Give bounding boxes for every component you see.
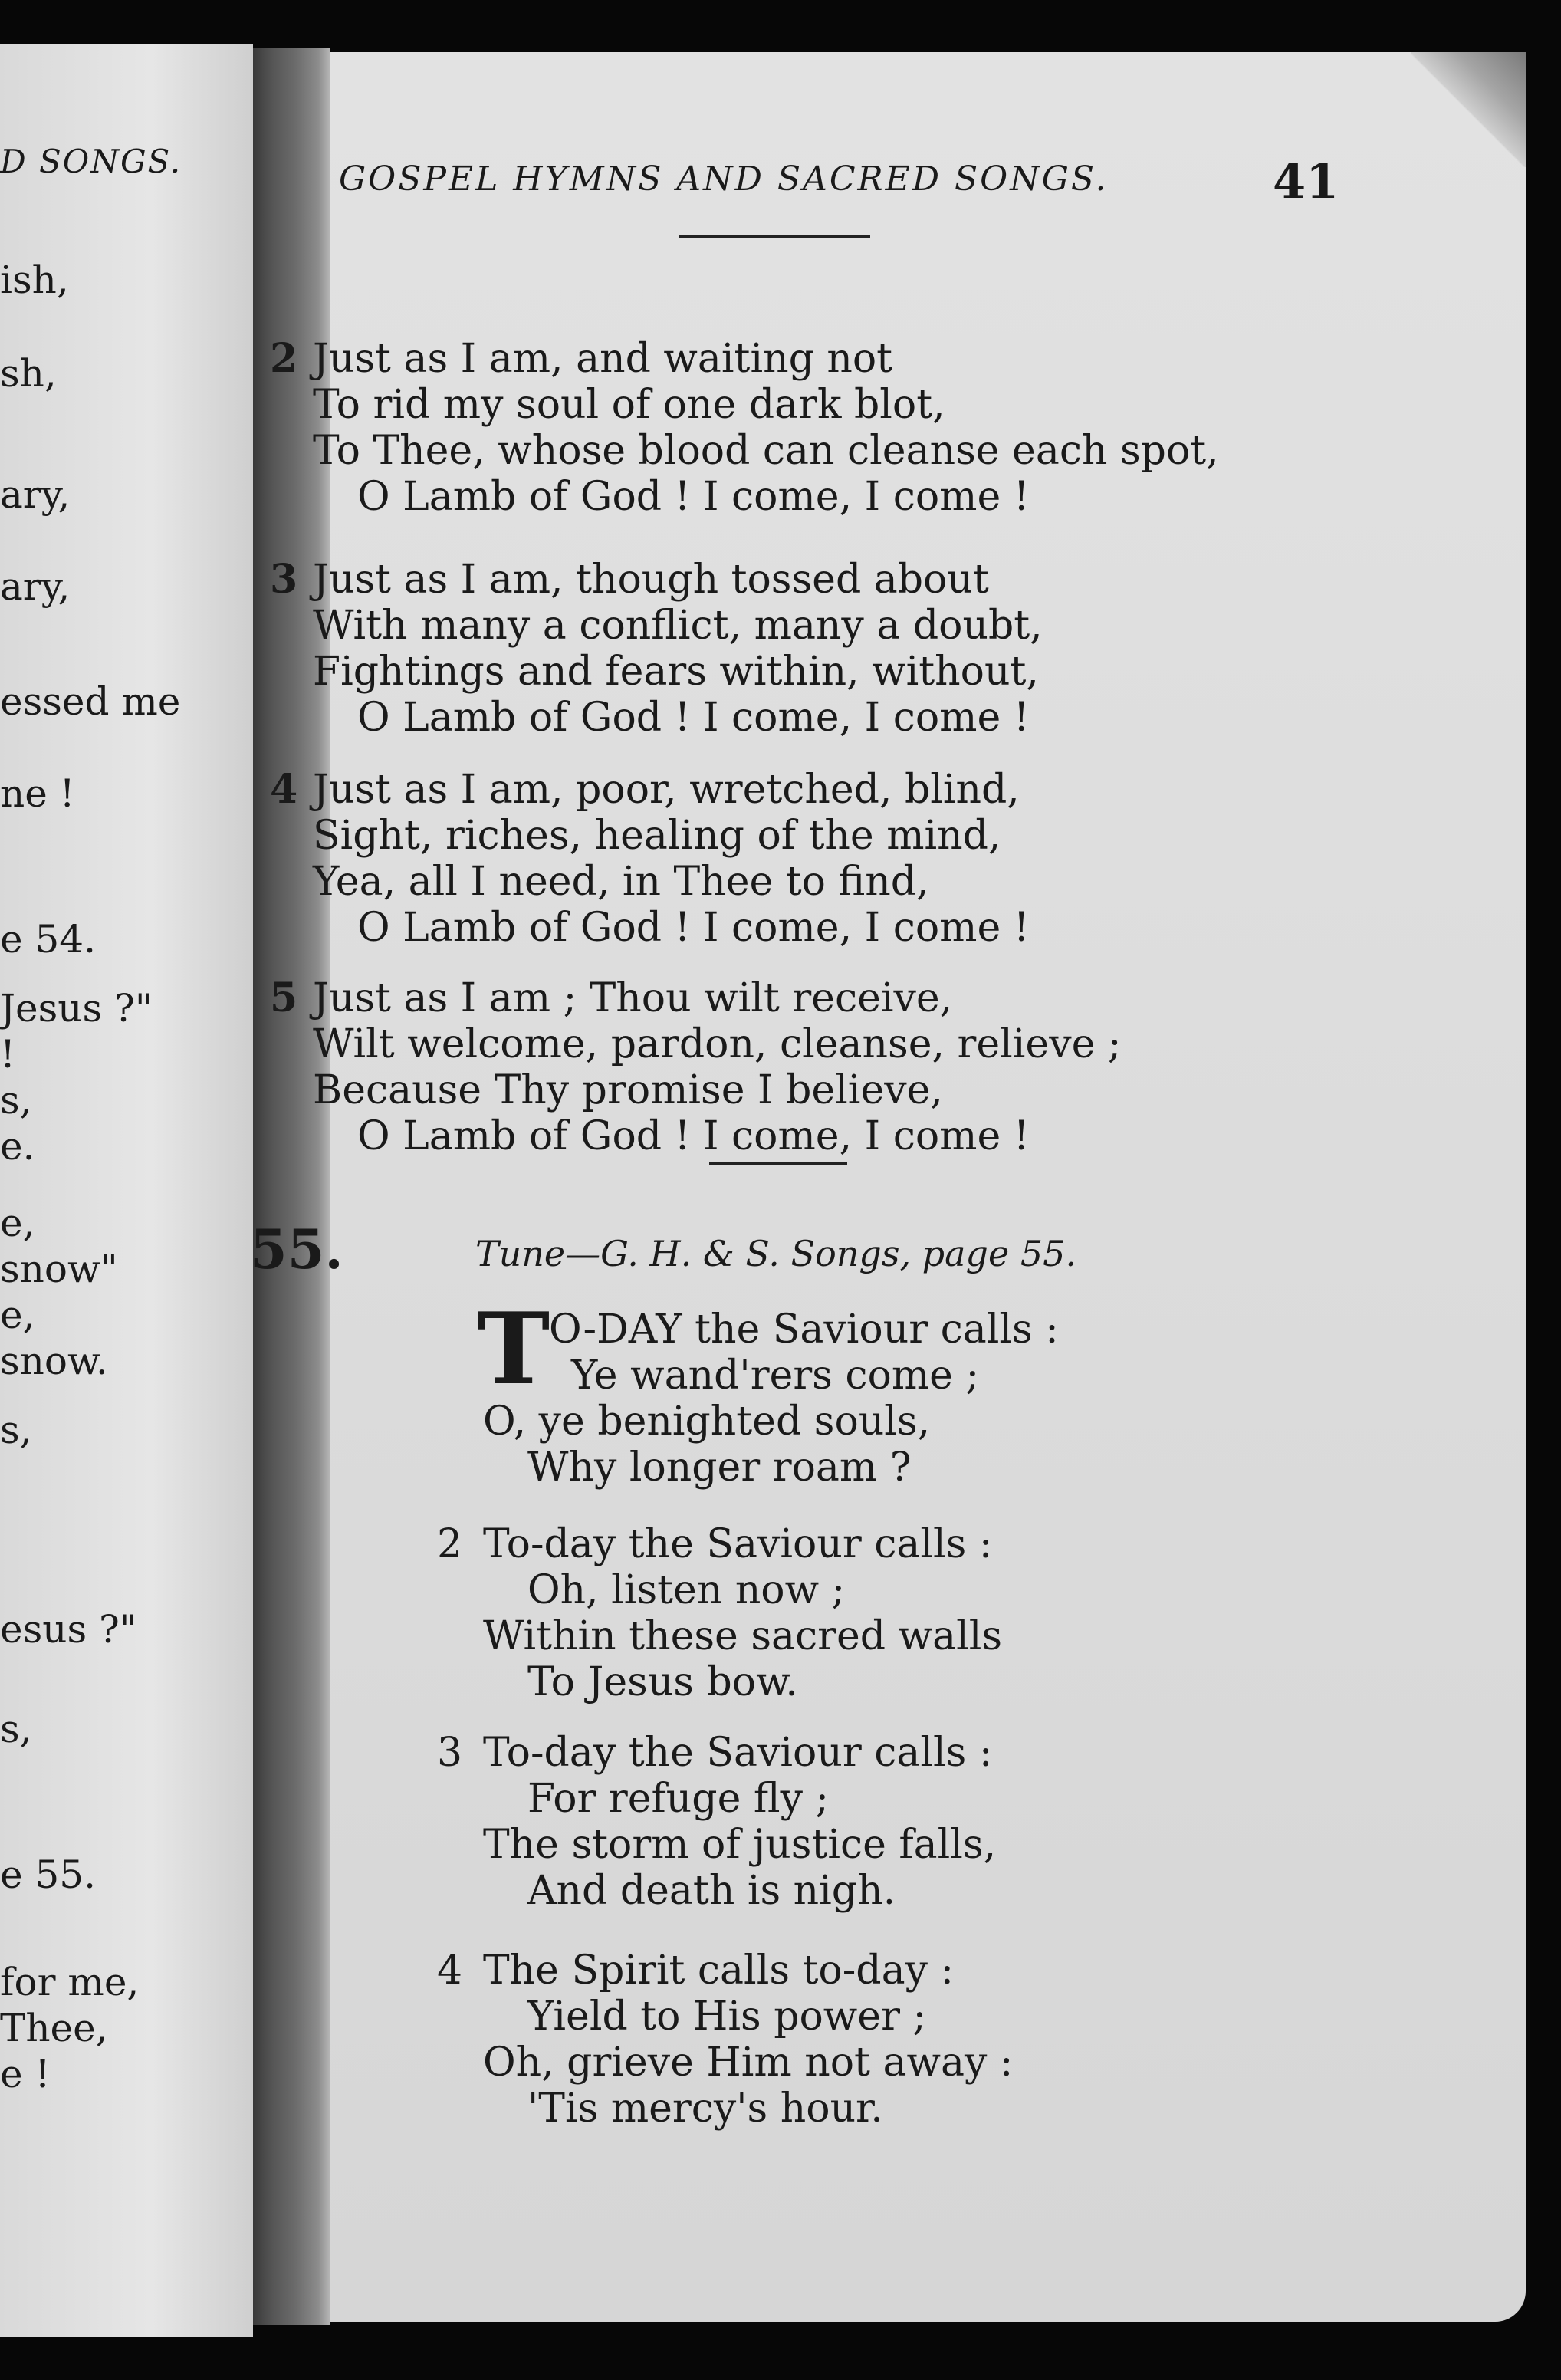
left-page-fragment: e ! bbox=[0, 2052, 51, 2096]
stanza-line: Why longer roam ? bbox=[527, 1445, 912, 1491]
stanza-number: 3 bbox=[437, 1730, 463, 1776]
stanza-line: Yield to His power ; bbox=[527, 1994, 926, 2040]
left-page-fragment: snow. bbox=[0, 1339, 108, 1383]
running-head: GOSPEL HYMNS AND SACRED SONGS. bbox=[339, 159, 1109, 199]
verse-line: Just as I am ; Thou wilt receive, bbox=[313, 975, 953, 1021]
stanza-line: The Spirit calls to-day : bbox=[483, 1948, 955, 1994]
verse-line: With many a conflict, many a doubt, bbox=[313, 603, 1043, 649]
stanza-line: Oh, grieve Him not away : bbox=[483, 2040, 1014, 2086]
hymn-54-verse-2 bbox=[270, 335, 1219, 520]
stanza-line: To Jesus bow. bbox=[527, 1659, 798, 1705]
stanza-line: For refuge fly ; bbox=[527, 1776, 829, 1822]
verse-number: 2 bbox=[270, 335, 298, 382]
folded-corner bbox=[1411, 52, 1526, 167]
left-page-fragment: s, bbox=[0, 1707, 32, 1751]
drop-cap: T bbox=[477, 1292, 550, 1407]
stanza-line: The storm of justice falls, bbox=[483, 1822, 997, 1868]
page-number: 41 bbox=[1273, 153, 1339, 209]
left-page-fragment: essed me bbox=[0, 679, 181, 724]
left-page bbox=[0, 44, 253, 2337]
verse-refrain: O Lamb of God ! I come, I come ! bbox=[357, 905, 1030, 951]
verse-number: 4 bbox=[270, 766, 298, 813]
tune-reference: Tune—G. H. & S. Songs, page 55. bbox=[475, 1233, 1076, 1274]
left-page-fragment: e 55. bbox=[0, 1852, 96, 1897]
header-rule bbox=[679, 235, 870, 238]
left-page-fragment: esus ?" bbox=[0, 1607, 137, 1652]
verse-line: To Thee, whose blood can cleanse each spot, bbox=[313, 428, 1219, 474]
left-page-fragment: s, bbox=[0, 1078, 32, 1123]
verse-line: Wilt welcome, pardon, cleanse, relieve ; bbox=[313, 1021, 1122, 1067]
hymn-55-stanza-4 bbox=[437, 1948, 1014, 2132]
left-page-fragment: Thee, bbox=[0, 2006, 108, 2050]
left-page-fragment: Jesus ?" bbox=[0, 986, 153, 1031]
verse-line: To rid my soul of one dark blot, bbox=[313, 382, 945, 428]
hymn-number: 55. bbox=[250, 1218, 343, 1281]
stanza-number: 2 bbox=[437, 1521, 463, 1567]
hymn-54-verse-4 bbox=[270, 766, 1030, 951]
left-page-fragment: s, bbox=[0, 1408, 32, 1452]
hymn-55-stanza-3 bbox=[437, 1730, 997, 1914]
left-running-head: D SONGS. bbox=[0, 143, 182, 180]
verse-number: 3 bbox=[270, 556, 298, 603]
stanza-line: 'Tis mercy's hour. bbox=[527, 2086, 883, 2132]
stanza-line: To-day the Saviour calls : bbox=[483, 1521, 993, 1567]
left-page-fragment: ary, bbox=[0, 564, 71, 609]
verse-line: Yea, all I need, in Thee to find, bbox=[313, 859, 929, 905]
hymn-54-verse-5 bbox=[270, 975, 1122, 1159]
verse-number: 5 bbox=[270, 975, 298, 1021]
verse-line: Just as I am, and waiting not bbox=[313, 336, 893, 382]
left-page-fragment: e, bbox=[0, 1201, 35, 1245]
stanza-line: And death is nigh. bbox=[527, 1868, 896, 1914]
left-page-fragment: ary, bbox=[0, 472, 71, 517]
verse-refrain: O Lamb of God ! I come, I come ! bbox=[357, 474, 1030, 520]
hymn-54-verse-3 bbox=[270, 556, 1043, 741]
left-page-fragment: sh, bbox=[0, 351, 57, 396]
stanza-line: O-DAY the Saviour calls : bbox=[549, 1307, 1059, 1353]
stanza-line: Within these sacred walls bbox=[483, 1613, 1003, 1659]
left-page-fragment: ne ! bbox=[0, 771, 75, 816]
verse-line: Fightings and fears within, without, bbox=[313, 649, 1039, 695]
right-page bbox=[250, 52, 1526, 2322]
hymn-55-stanza-1 bbox=[477, 1292, 1059, 1491]
stanza-line: O, ye benighted souls, bbox=[483, 1399, 931, 1445]
left-page-fragment: e, bbox=[0, 1293, 35, 1337]
stanza-line: Ye wand'rers come ; bbox=[571, 1353, 979, 1399]
hymn-55-stanza-2 bbox=[437, 1521, 1003, 1705]
section-rule bbox=[709, 1162, 847, 1165]
verse-line: Just as I am, though tossed about bbox=[313, 557, 989, 603]
stanza-line: To-day the Saviour calls : bbox=[483, 1730, 993, 1776]
verse-refrain: O Lamb of God ! I come, I come ! bbox=[357, 695, 1030, 741]
left-page-fragment: ish, bbox=[0, 258, 69, 302]
verse-line: Just as I am, poor, wretched, blind, bbox=[313, 767, 1020, 813]
left-page-fragment: ! bbox=[0, 1032, 16, 1077]
stanza-number: 4 bbox=[437, 1948, 463, 1994]
stanza-line: Oh, listen now ; bbox=[527, 1567, 846, 1613]
verse-refrain: O Lamb of God ! I come, I come ! bbox=[357, 1113, 1030, 1159]
verse-line: Because Thy promise I believe, bbox=[313, 1067, 943, 1113]
left-page-fragment: snow" bbox=[0, 1247, 118, 1291]
verse-line: Sight, riches, healing of the mind, bbox=[313, 813, 1001, 859]
left-page-fragment: e. bbox=[0, 1124, 35, 1169]
left-page-fragment: e 54. bbox=[0, 917, 96, 962]
left-page-fragment: for me, bbox=[0, 1960, 140, 2004]
